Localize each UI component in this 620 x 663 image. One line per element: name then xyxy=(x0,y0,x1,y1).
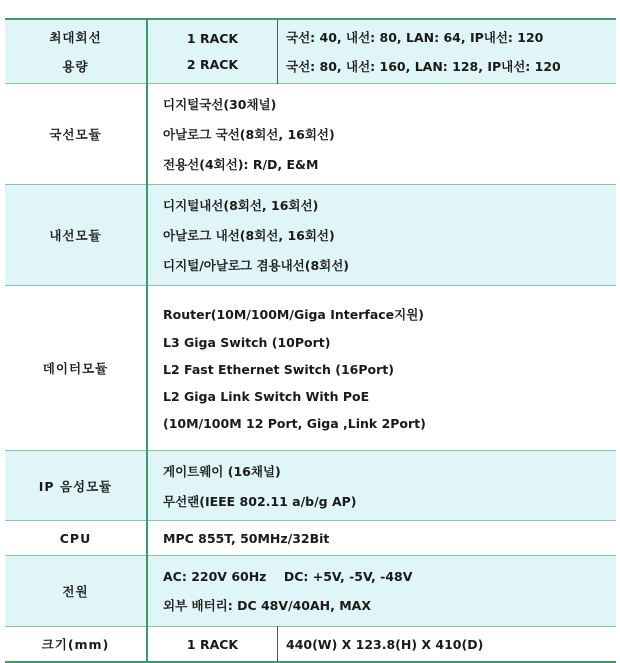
table-row xyxy=(5,627,616,663)
items-cell xyxy=(147,185,616,286)
category-label: 최대회선 xyxy=(49,30,102,45)
table-row xyxy=(5,84,616,185)
rack-label: 1 RACK xyxy=(186,31,239,46)
items-cell xyxy=(147,84,616,185)
items-cell xyxy=(147,451,616,521)
category-cell: 전원 xyxy=(5,556,147,627)
list-item: L3 Giga Switch (10Port) xyxy=(163,335,331,350)
list-item: 디지털/아날로그 겸용내선(8회선) xyxy=(163,258,350,273)
category-cell: 데이터모듈 xyxy=(5,286,147,451)
rack-cell: 1 RACK xyxy=(147,627,278,663)
table-row xyxy=(5,19,616,84)
items-cell xyxy=(147,521,616,556)
items-cell xyxy=(147,286,616,451)
table-row xyxy=(5,451,616,521)
category-cell: 국선모듈 xyxy=(5,84,147,185)
category-cell xyxy=(5,19,147,84)
spec-table xyxy=(5,18,616,663)
table-row xyxy=(5,286,616,451)
list-item: MPC 855T, 50MHz/32Bit xyxy=(163,530,330,546)
list-item: 아날로그 국선(8회선, 16회선) xyxy=(163,127,335,142)
list-item: 아날로그 내선(8회선, 16회선) xyxy=(163,228,335,243)
size-cell: 440(W) X 123.8(H) X 410(D) xyxy=(278,627,617,663)
list-item: 디지털국선(30채널) xyxy=(163,97,277,112)
category-cell: 내선모듈 xyxy=(5,185,147,286)
table-row xyxy=(5,556,616,627)
category-cell: IP 음성모듈 xyxy=(5,451,147,521)
rack-cell xyxy=(147,19,278,84)
capacity-value: 국선: 40, 내선: 80, LAN: 64, IP내선: 120 xyxy=(286,30,544,45)
capacity-value: 국선: 80, 내선: 160, LAN: 128, IP내선: 120 xyxy=(286,59,561,74)
list-item: 게이트웨이 (16채널) xyxy=(163,463,281,479)
category-label: 용량 xyxy=(62,59,89,74)
list-item: 디지털내선(8회선, 16회선) xyxy=(163,198,319,213)
list-item: 외부 배터리: DC 48V/40AH, MAX xyxy=(163,597,371,613)
list-item: Router(10M/100M/Giga Interface지원) xyxy=(163,307,425,322)
category-cell: CPU xyxy=(5,521,147,556)
rack-label: 2 RACK xyxy=(186,57,239,72)
list-item: L2 Fast Ethernet Switch (16Port) xyxy=(163,362,394,377)
category-cell: 크기(mm) xyxy=(5,627,147,663)
table-row xyxy=(5,185,616,286)
list-item: L2 Giga Link Switch With PoE xyxy=(163,389,370,404)
list-item: 전용선(4회선): R/D, E&M xyxy=(163,157,319,172)
capacity-cell xyxy=(278,19,617,84)
table-row xyxy=(5,521,616,556)
items-cell xyxy=(147,556,616,627)
list-item: (10M/100M 12 Port, Giga ,Link 2Port) xyxy=(163,416,426,431)
list-item: 무선랜(IEEE 802.11 a/b/g AP) xyxy=(163,493,357,509)
list-item: AC: 220V 60Hz DC: +5V, -5V, -48V xyxy=(163,568,413,584)
